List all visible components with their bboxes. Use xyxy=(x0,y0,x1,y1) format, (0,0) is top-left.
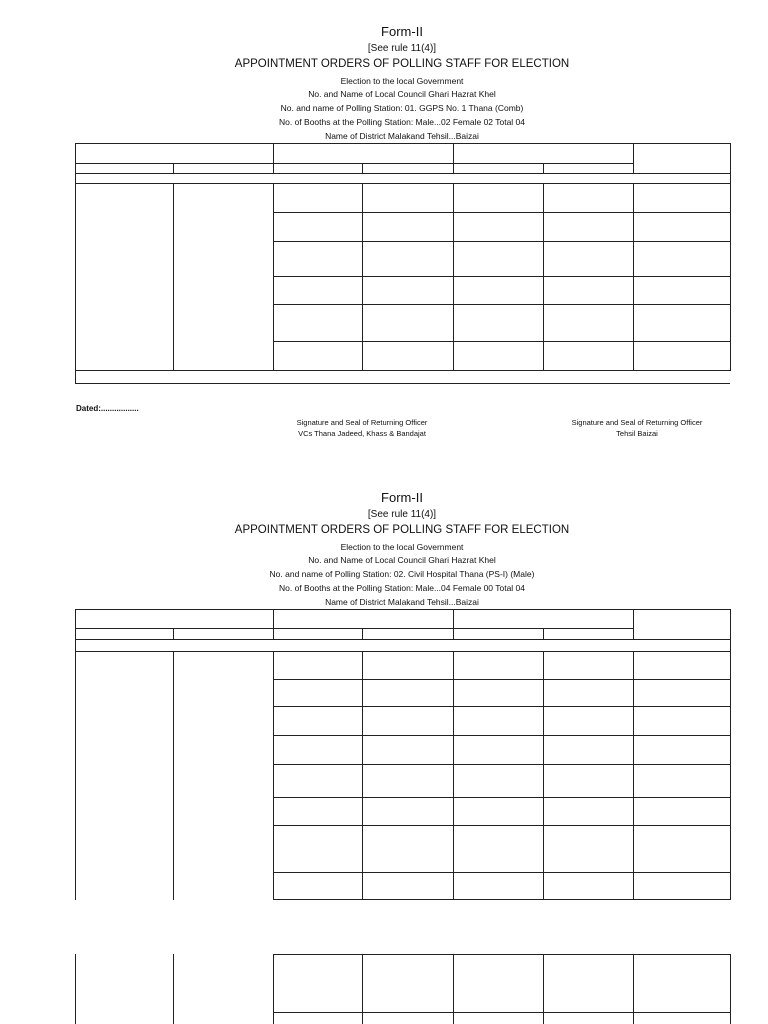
local-council-line: No. and Name of Local Council Ghari Hazrat Khel xyxy=(308,89,496,99)
polling-station-line: No. and name of Polling Station: 01. GGPS No. 1 Thana (Comb) xyxy=(280,103,524,113)
district-line: Name of District Malakand Tehsil...Baizai xyxy=(325,597,479,607)
election-line: Election to the local Government xyxy=(340,542,464,552)
local-council-line: No. and Name of Local Council Ghari Hazrat Khel xyxy=(308,555,496,565)
dated-label: Dated:................. xyxy=(76,404,139,413)
signature-subtitle: VCs Thana Jadeed, Khass & Bandajat xyxy=(298,429,426,438)
signature-subtitle: Tehsil Baizai xyxy=(616,429,658,438)
signature-title: Signature and Seal of Returning Officer xyxy=(296,418,428,427)
form-heading: APPOINTMENT ORDERS OF POLLING STAFF FOR ELECTION xyxy=(234,524,570,536)
form-label: Form-II xyxy=(381,490,423,505)
rule-reference: [See rule 11(4)] xyxy=(367,509,437,520)
booths-line: No. of Booths at the Polling Station: Male...02 Female 02 Total 04 xyxy=(278,117,526,127)
rule-reference: [See rule 11(4)] xyxy=(367,43,437,54)
polling-station-line: No. and name of Polling Station: 02. Civil Hospital Thana (PS-I) (Male) xyxy=(269,569,535,579)
signature-title: Signature and Seal of Returning Officer xyxy=(571,418,703,427)
election-line: Election to the local Government xyxy=(340,76,464,86)
form-label: Form-II xyxy=(381,24,423,39)
booths-line: No. of Booths at the Polling Station: Male...04 Female 00 Total 04 xyxy=(278,583,526,593)
district-line: Name of District Malakand Tehsil...Baizai xyxy=(325,131,479,141)
form-heading: APPOINTMENT ORDERS OF POLLING STAFF FOR ELECTION xyxy=(234,58,570,70)
